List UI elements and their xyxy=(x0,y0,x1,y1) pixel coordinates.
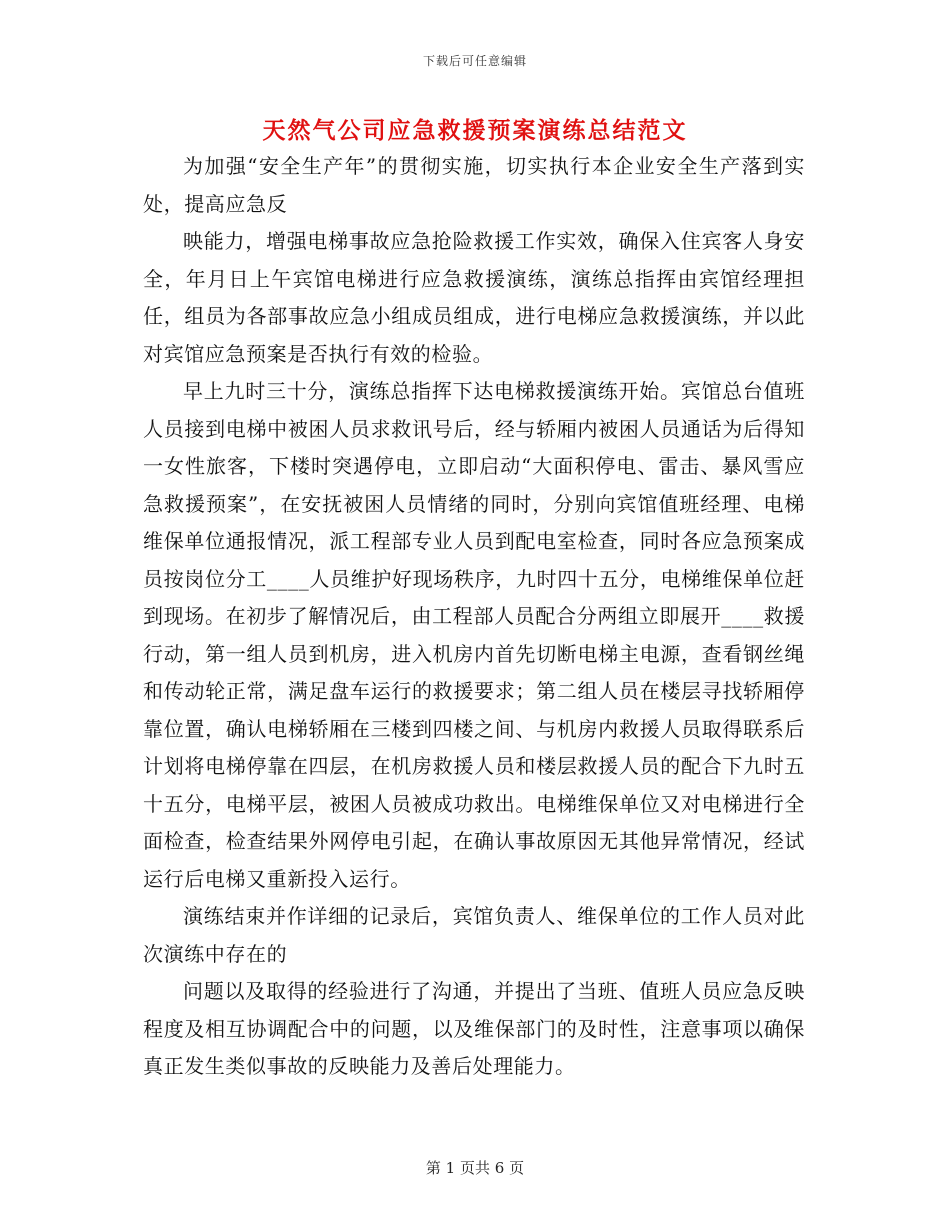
paragraph-3: 早上九时三十分，演练总指挥下达电梯救援演练开始。宾馆总台值班人员接到电梯中被困人员求救讯号后，经与轿厢内被困人员通话为后得知一女性旅客，下楼时突遇停电，立即启动“大面积停电、雷击、暴风雪应急救援预案”，在安抚被困人员情绪的同时，分别向宾馆值班经理、电梯维保单位通报情况，派工程部专业人员到配电室检查，同时各应急预案成员按岗位分工____人员维护好现场秩序，九时四十五分，电梯维保单位赶到现场。在初步了解情况后，由工程部人员配合分两组立即展开____救援行动，第一组人员到机房，进入机房内首先切断电梯主电源，查看钢丝绳和传动轮正常，满足盘车运行的救援要求；第二组人员在楼层寻找轿厢停靠位置，确认电梯轿厢在三楼到四楼之间、与机房内救援人员取得联系后计划将电梯停靠在四层，在机房救援人员和楼层救援人员的配合下九时五十五分，电梯平层，被困人员被成功救出。电梯维保单位又对电梯进行全面检查，检查结果外网停电引起，在确认事故原因无其他异常情况，经试运行后电梯又重新投入运行。 xyxy=(143,379,805,891)
paragraph-5: 问题以及取得的经验进行了沟通，并提出了当班、值班人员应急反映程度及相互协调配合中的问题，以及维保部门的及时性，注意事项以确保真正发生类似事故的反映能力及善后处理能力。 xyxy=(143,979,805,1078)
paragraph-2: 映能力，增强电梯事故应急抢险救援工作实效，确保入住宾客人身安全，年月日上午宾馆电梯进行应急救援演练，演练总指挥由宾馆经理担任，组员为各部事故应急小组成员组成，进行电梯应急救援演练，并以此对宾馆应急预案是否执行有效的检验。 xyxy=(143,229,805,366)
document-body xyxy=(143,148,805,1086)
paragraph-4: 演练结束并作详细的记录后，宾馆负责人、维保单位的工作人员对此次演练中存在的 xyxy=(143,904,805,966)
paragraph-1: 为加强“安全生产年”的贯彻实施，切实执行本企业安全生产落到实处，提高应急反 xyxy=(143,154,805,216)
page-number: 第 1 页共 6 页 xyxy=(425,1159,525,1177)
header-note: 下载后可任意编辑 xyxy=(422,54,527,68)
document-title: 天然气公司应急救援预案演练总结范文 xyxy=(262,117,688,144)
